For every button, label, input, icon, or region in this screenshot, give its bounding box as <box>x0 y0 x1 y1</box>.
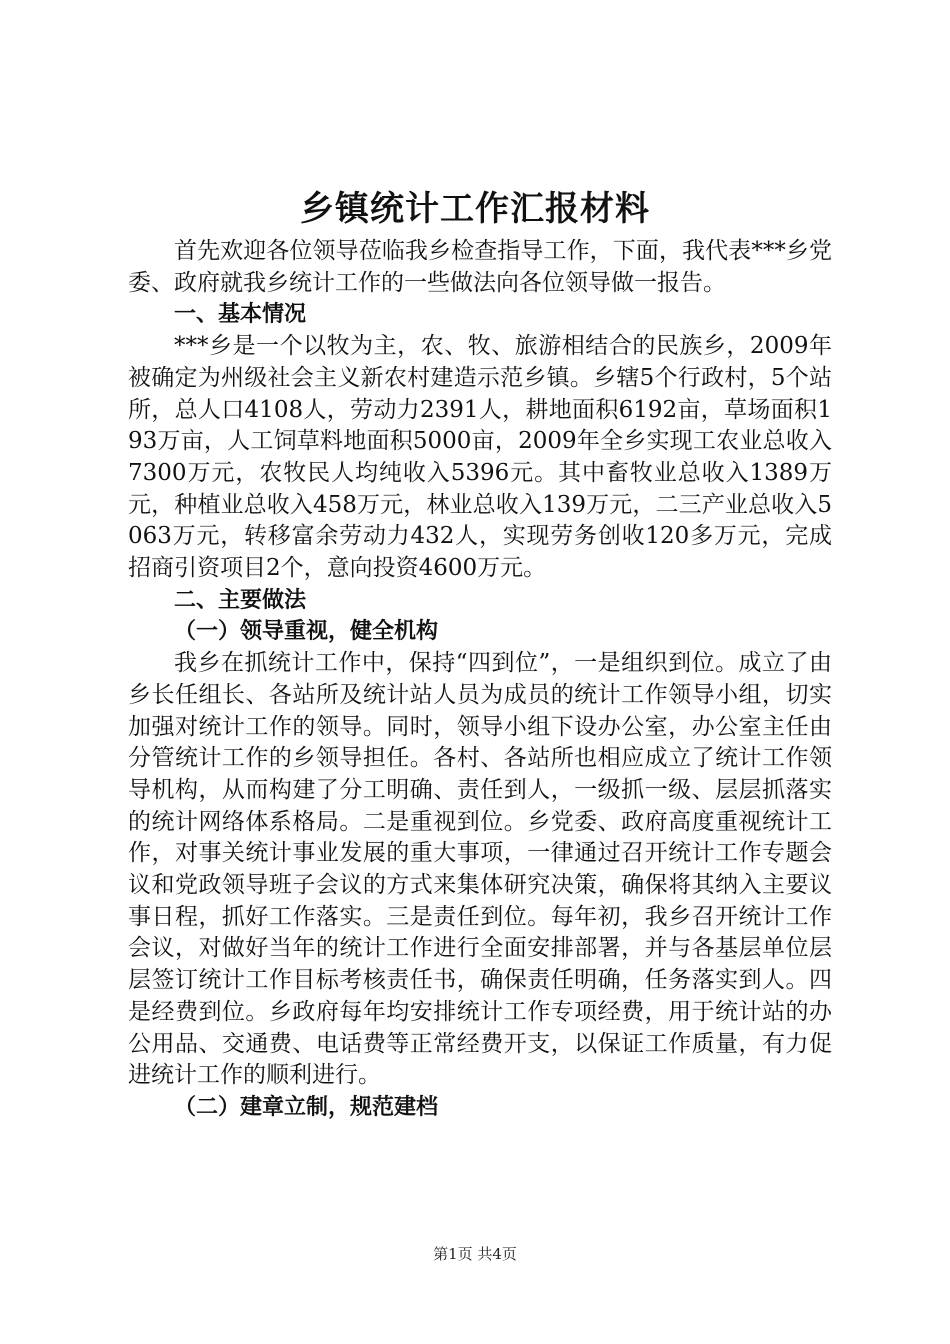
page-number-footer: 第1页 共4页 <box>433 1245 517 1263</box>
document-body <box>128 236 832 1124</box>
document-title: 乡镇统计工作汇报材料 <box>300 189 650 229</box>
leadership-paragraph: 我乡在抓统计工作中，保持“四到位”，一是组织到位。成立了由乡长任组长、各站所及统计站人员为成员的统计工作领导小组，切实加强对统计工作的领导。同时，领导小组下设办公室，办公室主任由分管统计工作的乡领导担任。各村、各站所也相应成立了统计工作领导机构，从而构建了分工明确、责任到人，一级抓一级、层层抓落实的统计网络体系格局。二是重视到位。乡党委、政府高度重视统计工作，对事关统计事业发展的重大事项，一律通过召开统计工作专题会议和党政领导班子会议的方式来集体研究决策，确保将其纳入主要议事日程，抓好工作落实。三是责任到位。每年初，我乡召开统计工作会议，对做好当年的统计工作进行全面安排部署，并与各基层单位层层签订统计工作目标考核责任书，确保责任明确，任务落实到人。四是经费到位。乡政府每年均安排统计工作专项经费，用于统计站的办公用品、交通费、电话费等正常经费开支，以保证工作质量，有力促进统计工作的顺利进行。 <box>128 650 832 1089</box>
subsection-heading-regulations: （二）建章立制，规范建档 <box>174 1094 439 1120</box>
basic-situation-paragraph: ***乡是一个以牧为主，农、牧、旅游相结合的民族乡，2009年被确定为州级社会主义新农村建造示范乡镇。乡辖5个行政村，5个站所，总人口4108人，劳动力2391人，耕地面积6192亩，草场面积193万亩，人工饲草料地面积5000亩，2009年全乡实现工农业总收入7300万元，农牧民人均纯收入5396元。其中畜牧业总收入1389万元，种植业总收入458万元，林业总收入139万元，二三产业总收入5063万元，转移富余劳动力432人，实现劳务创收120多万元，完成招商引资项目2个，意向投资4600万元。 <box>128 333 832 582</box>
section-heading-basic-situation: 一、基本情况 <box>174 302 307 328</box>
section-heading-main-practices: 二、主要做法 <box>174 587 307 613</box>
intro-paragraph: 首先欢迎各位领导莅临我乡检查指导工作，下面，我代表***乡党委、政府就我乡统计工作的一些做法向各位领导做一报告。 <box>128 238 832 296</box>
subsection-heading-leadership: （一）领导重视，健全机构 <box>174 619 439 645</box>
